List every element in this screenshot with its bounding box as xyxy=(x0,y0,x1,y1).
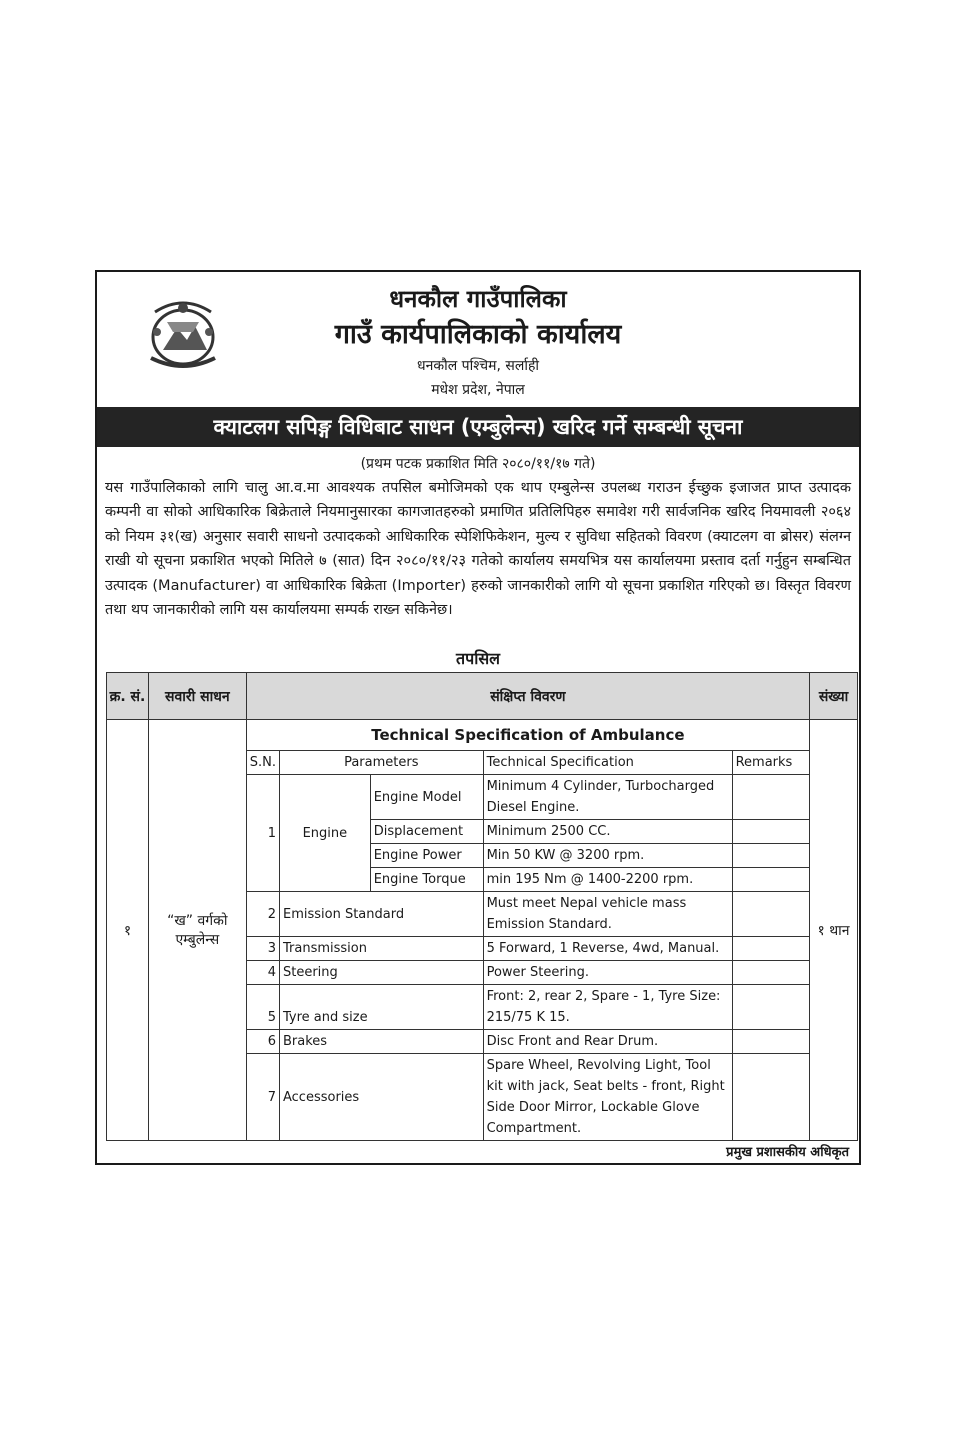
schedule-table xyxy=(106,672,858,1141)
schedule-row xyxy=(107,720,858,1141)
header-sn: क्र. सं. xyxy=(107,673,149,720)
spec-col-sn: S.N. xyxy=(247,751,280,775)
notice-box xyxy=(95,270,861,1165)
spec-value: Minimum 2500 CC. xyxy=(483,820,732,844)
spec-row xyxy=(247,775,809,820)
spec-remarks xyxy=(732,844,809,868)
spec-remarks xyxy=(732,985,809,1030)
spec-param: Engine Power xyxy=(370,844,483,868)
spec-sn: 4 xyxy=(247,961,280,985)
spec-value: Must meet Nepal vehicle mass Emission Standard. xyxy=(483,892,732,937)
spec-sn: 6 xyxy=(247,1030,280,1054)
notice-title-banner: क्याटलग सपिङ्ग विधिबाट साधन (एम्बुलेन्स) खरिद गर्ने सम्बन्धी सूचना xyxy=(97,407,859,447)
spec-row xyxy=(247,1030,809,1054)
spec-param: Engine Model xyxy=(370,775,483,820)
spec-param: Brakes xyxy=(279,1030,483,1054)
header-description: संक्षिप्त विवरण xyxy=(246,673,809,720)
spec-group-name: Engine xyxy=(279,775,370,892)
spec-sn: 1 xyxy=(247,775,280,892)
spec-col-parameters: Parameters xyxy=(279,751,483,775)
row-vehicle: “ख” वर्गको एम्बुलेन्स xyxy=(148,720,246,1141)
spec-sn: 3 xyxy=(247,937,280,961)
spec-remarks xyxy=(732,937,809,961)
schedule-header-row xyxy=(107,673,858,720)
spec-value: min 195 Nm @ 1400-2200 rpm. xyxy=(483,868,732,892)
spec-param: Transmission xyxy=(279,937,483,961)
spec-remarks xyxy=(732,775,809,820)
spec-caption: Technical Specification of Ambulance xyxy=(247,720,809,751)
spec-param: Accessories xyxy=(279,1054,483,1141)
spec-remarks xyxy=(732,1030,809,1054)
spec-sn: 7 xyxy=(247,1054,280,1141)
spec-value: Disc Front and Rear Drum. xyxy=(483,1030,732,1054)
spec-remarks xyxy=(732,868,809,892)
signatory-title: प्रमुख प्रशासकीय अधिकृत xyxy=(726,1145,849,1160)
spec-value: Spare Wheel, Revolving Light, Tool kit with jack, Seat belts - front, Right Side Door Mirror, Lockable Glove Compartment. xyxy=(483,1054,732,1141)
spec-sn: 5 xyxy=(247,985,280,1030)
row-description xyxy=(246,720,809,1141)
spec-value: Front: 2, rear 2, Spare - 1, Tyre Size: 215/75 K 15. xyxy=(483,985,732,1030)
row-quantity: १ थान xyxy=(810,720,858,1141)
spec-remarks xyxy=(732,1054,809,1141)
spec-row xyxy=(247,1054,809,1141)
spec-row xyxy=(247,985,809,1030)
spec-row xyxy=(247,961,809,985)
spec-sn: 2 xyxy=(247,892,280,937)
spec-param: Steering xyxy=(279,961,483,985)
municipality-name: धनकौल गाउँपालिका xyxy=(389,285,567,313)
spec-value: Min 50 KW @ 3200 rpm. xyxy=(483,844,732,868)
spec-param: Displacement xyxy=(370,820,483,844)
spec-col-spec: Technical Specification xyxy=(483,751,732,775)
spec-remarks xyxy=(732,961,809,985)
office-name: गाउँ कार्यपालिकाको कार्यालय xyxy=(334,319,622,350)
spec-value: Power Steering. xyxy=(483,961,732,985)
spec-value: 5 Forward, 1 Reverse, 4wd, Manual. xyxy=(483,937,732,961)
spec-row xyxy=(247,937,809,961)
publish-date: (प्रथम पटक प्रकाशित मिति २०८०/११/१७ गते) xyxy=(360,456,596,472)
address-line-1: धनकौल पश्चिम, सर्लाही xyxy=(416,358,540,374)
row-sn: १ xyxy=(107,720,149,1141)
address-line-2: मधेश प्रदेश, नेपाल xyxy=(431,382,525,398)
header-vehicle: सवारी साधन xyxy=(148,673,246,720)
spec-param: Tyre and size xyxy=(279,985,483,1030)
spec-col-remarks: Remarks xyxy=(732,751,809,775)
spec-param: Engine Torque xyxy=(370,868,483,892)
schedule-heading: तपसिल xyxy=(455,649,501,668)
spec-caption-row xyxy=(247,720,809,751)
spec-value: Minimum 4 Cylinder, Turbocharged Diesel Engine. xyxy=(483,775,732,820)
spec-param: Emission Standard xyxy=(279,892,483,937)
notice-body: यस गाउँपालिकाको लागि चालु आ.व.मा आवश्यक तपसिल बमोजिमको एक थाप एम्बुलेन्स उपलब्ध गराउन ईच्छुक इजाजत प्राप्त उत्पादक कम्पनी वा सोको आधिकारिक बिक्रेताले नियमानुसारका कागजातहरुको प्रमाणित प्रतिलिपिहरु समावेश गरी सार्वजनिक खरिद नियमावली २०६४ को नियम ३१(ख) अनुसार सवारी साधनो उत्पादकको आधिकारिक स्पेशिफिकेशन, मुल्य र सुविधा सहितको विवरण (क्याटलग वा ब्रोसर) संलग्न राखी यो सूचना प्रकाशित भएको मितिले ७ (सात) दिन २०८०/११/२३ गतेको कार्यालय समयभित्र यस कार्यालयमा प्रस्ताव दर्ता गर्नुहुन सम्बन्धित उत्पादक (Manufacturer) वा आधिकारिक बिक्रेता (Importer) हरुको जानकारीको लागि यो सूचना प्रकाशित गरिएको छ। विस्तृत विवरण तथा थप जानकारीको लागि यस कार्यालयमा सम्पर्क राख्न सकिनेछ। xyxy=(105,480,851,619)
spec-row xyxy=(247,892,809,937)
spec-header-row xyxy=(247,751,809,775)
header-quantity: संख्या xyxy=(810,673,858,720)
spec-remarks xyxy=(732,892,809,937)
spec-table xyxy=(247,720,809,1140)
spec-remarks xyxy=(732,820,809,844)
